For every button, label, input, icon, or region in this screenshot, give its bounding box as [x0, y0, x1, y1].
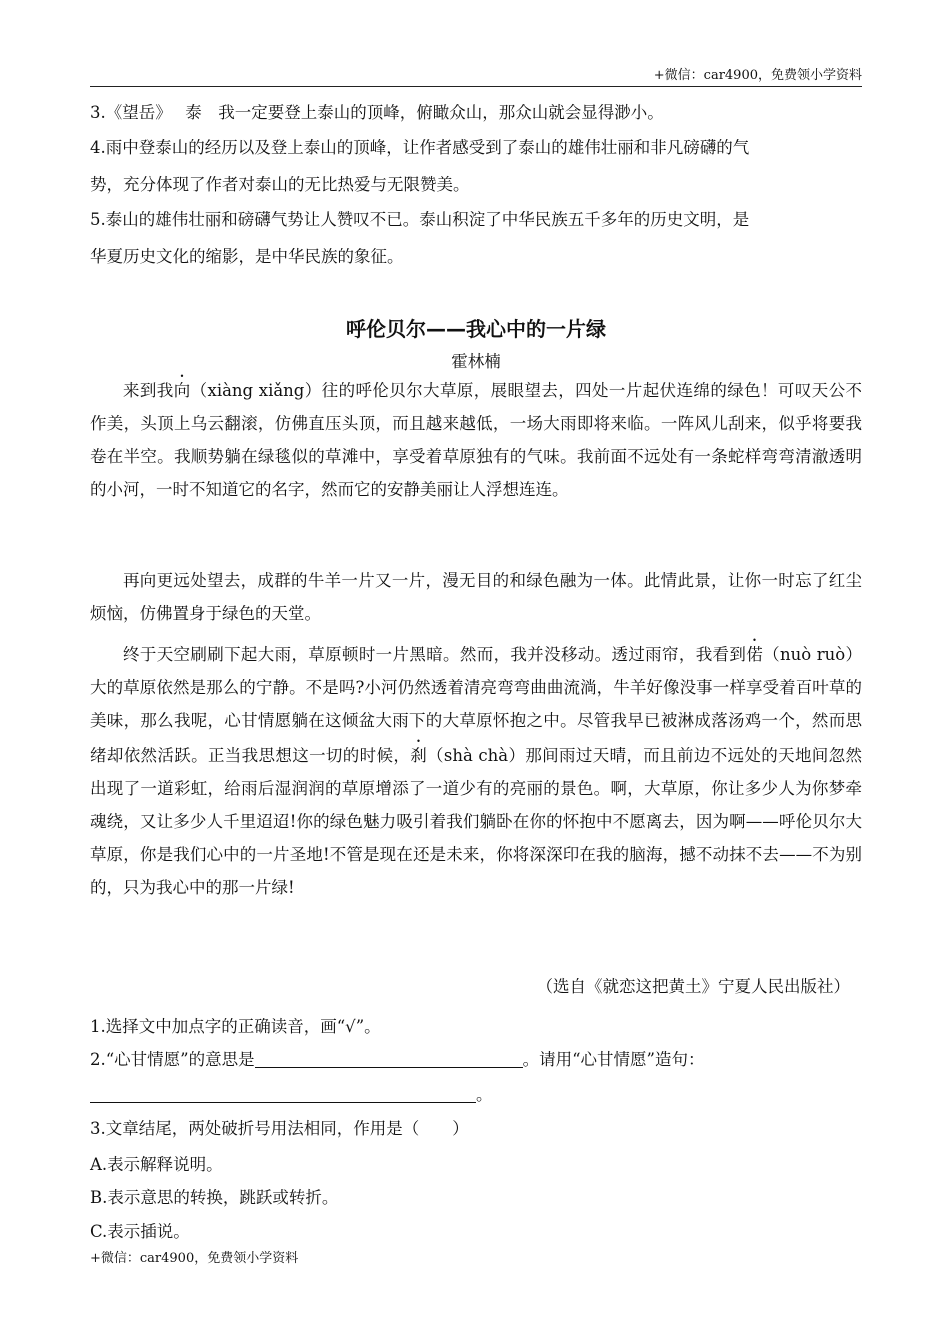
- article-author: 霍林楠: [451, 352, 501, 371]
- answer-blank-meaning[interactable]: [255, 1049, 523, 1068]
- paragraph-1: [90, 372, 862, 506]
- question-2-text-a: 2.“心甘情愿”的意思是: [90, 1050, 255, 1069]
- paragraph-1-text-b: （xiàng xiǎng）往的呼伦贝尔大草原，展眼望去，四处一片起伏连绵的绿色！可叹天公不作美，头顶上乌云翻滚，仿佛直压头顶，而且越来越低，一场大雨即将来临。一阵风儿刮来，似乎将要我卷在半空。我顺势躺在绿毯似的草滩中，享受着草原独有的气味。我前面不远处有一条蛇样弯弯清澈透明的小河，一时不知道它的名字，然而它的安静美丽让人浮想连连。: [90, 381, 863, 499]
- dotted-char-ruo: 偌: [746, 645, 764, 664]
- paragraph-3-text-c: （shà chà）那间雨过天晴，而且前边不远处的天地间忽然出现了一道彩虹，给雨后湿润润的草原增添了一道少有的亮丽的景色。啊，大草原，你让多少人为你梦牵魂绕，又让多少人千里迢迢!你的绿色魅力吸引着我们躺卧在你的怀抱中不愿离去，因为啊——呼伦贝尔大草原，你是我们心中的一片圣地!不管是现在还是未来，你将深深印在我的脑海，撼不动抹不去——不为别的，只为我心中的那一片绿!: [90, 746, 863, 897]
- paragraph-3-text-b: （nuò ruò）大的草原依然是那么的宁静。不是吗?小河仍然透着清亮弯弯曲曲流淌，牛羊好像没事一样享受着百叶草的美味，那么我呢，心甘情愿躺在这倾盆大雨下的大草原怀抱之中。尽管我早已被淋成落汤鸡一个，然而思绪却依然活跃。正当我思想这一切的时候，: [90, 645, 863, 765]
- option-b: B.表示意思的转换，跳跃或转折。: [90, 1188, 339, 1207]
- answer-5-line2: 华夏历史文化的缩影，是中华民族的象征。: [90, 247, 404, 266]
- question-3: 3.文章结尾，两处破折号用法相同，作用是（ ）: [90, 1119, 469, 1138]
- header-rule: [90, 86, 862, 87]
- option-c: C.表示插说。: [90, 1222, 190, 1241]
- paragraph-3: [90, 636, 862, 904]
- paragraph-1-text-a: 来到我: [123, 381, 174, 400]
- option-a: A.表示解释说明。: [90, 1155, 223, 1174]
- paragraph-3-text-a: 终于天空刷刷下起大雨，草原顿时一片黑暗。然而，我并没移动。透过雨帘，我看到: [123, 645, 747, 664]
- answer-3: 3.《望岳》 泰 我一定要登上泰山的顶峰，俯瞰众山，那众山就会显得渺小。: [90, 103, 664, 122]
- dotted-char-cha: 刹: [410, 746, 428, 765]
- answer-4-line2: 势，充分体现了作者对泰山的无比热爱与无限赞美。: [90, 175, 470, 194]
- header-note: +微信：car4900，免费领小学资料: [653, 68, 862, 83]
- question-2-end: 。: [476, 1085, 493, 1104]
- question-2-text-b: 。请用“心甘情愿”造句：: [522, 1050, 705, 1069]
- dotted-char-xiang: 向: [173, 381, 191, 400]
- question-2: [90, 1046, 705, 1070]
- question-1: 1.选择文中加点字的正确读音，画“√”。: [90, 1017, 381, 1036]
- answer-4-line1: 4.雨中登泰山的经历以及登上泰山的顶峰，让作者感受到了泰山的雄伟壮丽和非凡磅礴的气: [90, 138, 750, 157]
- article-source: （选自《就恋这把黄土》宁夏人民出版社）: [536, 977, 850, 996]
- question-2-sentence-line: [90, 1081, 493, 1105]
- answer-5-line1: 5.泰山的雄伟壮丽和磅礴气势让人赞叹不已。泰山积淀了中华民族五千多年的历史文明，是: [90, 210, 750, 229]
- paragraph-2: 再向更远处望去，成群的牛羊一片又一片，漫无目的和绿色融为一体。此情此景，让你一时忘了红尘烦恼，仿佛置身于绿色的天堂。: [90, 571, 862, 623]
- footer-note: +微信：car4900，免费领小学资料: [90, 1251, 299, 1266]
- answer-blank-sentence[interactable]: [90, 1084, 476, 1103]
- article-title: 呼伦贝尔——我心中的一片绿: [346, 317, 606, 341]
